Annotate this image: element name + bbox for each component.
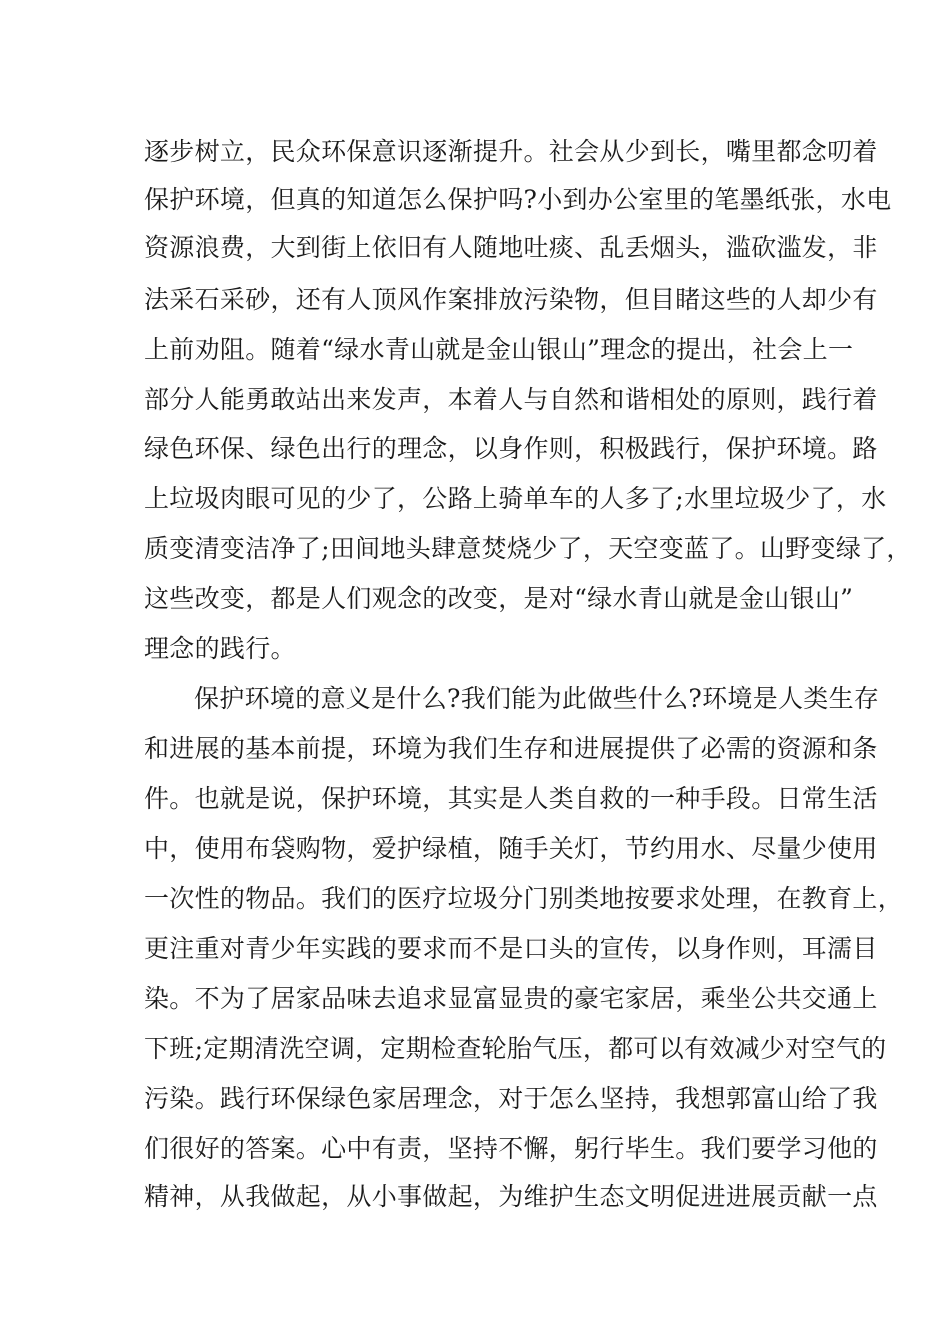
paragraph-1-line-8: 上垃圾肉眼可见的少了，公路上骑单车的人多了;水里垃圾少了，水: [144, 484, 887, 513]
paragraph-1-line-4: 法采石采砂，还有人顶风作案排放污染物，但目睹这些的人却少有: [144, 285, 878, 314]
paragraph-2-line-6: 更注重对青少年实践的要求而不是口头的宣传，以身作则，耳濡目: [144, 934, 878, 963]
paragraph-1-line-9: 质变清变洁净了;田间地头肆意焚烧少了，天空变蓝了。山野变绿了，: [144, 534, 912, 563]
paragraph-2-line-10: 们很好的答案。心中有责，坚持不懈，躬行毕生。我们要学习他的: [144, 1134, 878, 1163]
paragraph-2-line-8: 下班;定期清洗空调，定期检查轮胎气压，都可以有效减少对空气的: [144, 1034, 887, 1063]
paragraph-1-line-3: 资源浪费，大到街上依旧有人随地吐痰、乱丢烟头，滥砍滥发，非: [144, 233, 878, 262]
paragraph-1-line-5: 上前劝阻。随着“绿水青山就是金山银山”理念的提出，社会上一: [144, 335, 854, 364]
paragraph-2-line-11: 精神，从我做起，从小事做起，为维护生态文明促进进展贡献一点: [144, 1182, 878, 1211]
paragraph-1-line-10: 这些改变，都是人们观念的改变，是对“绿水青山就是金山银山”: [144, 584, 854, 613]
paragraph-2-line-2: 和进展的基本前提，环境为我们生存和进展提供了必需的资源和条: [144, 734, 878, 763]
paragraph-2-line-5: 一次性的物品。我们的医疗垃圾分门别类地按要求处理，在教育上，: [144, 884, 904, 913]
paragraph-1-line-7: 绿色环保、绿色出行的理念，以身作则，积极践行，保护环境。路: [144, 434, 878, 463]
paragraph-1-line-1: 逐步树立，民众环保意识逐渐提升。社会从少到长，嘴里都念叨着: [144, 137, 878, 166]
paragraph-1-line-11: 理念的践行。: [144, 634, 296, 663]
paragraph-2-line-1: 保护环境的意义是什么?我们能为此做些什么?环境是人类生存: [194, 684, 880, 713]
paragraph-2-line-4: 中，使用布袋购物，爱护绿植，随手关灯，节约用水、尽量少使用: [144, 834, 878, 863]
paragraph-1-line-6: 部分人能勇敢站出来发声，本着人与自然和谐相处的原则，践行着: [144, 385, 878, 414]
paragraph-2-line-7: 染。不为了居家品味去追求显富显贵的豪宅家居，乘坐公共交通上: [144, 984, 878, 1013]
paragraph-1-line-2: 保护环境，但真的知道怎么保护吗?小到办公室里的笔墨纸张，水电: [144, 185, 892, 214]
paragraph-2-line-3: 件。也就是说，保护环境，其实是人类自救的一种手段。日常生活: [144, 784, 878, 813]
paragraph-2-line-9: 污染。践行环保绿色家居理念，对于怎么坚持，我想郭富山给了我: [144, 1084, 878, 1113]
